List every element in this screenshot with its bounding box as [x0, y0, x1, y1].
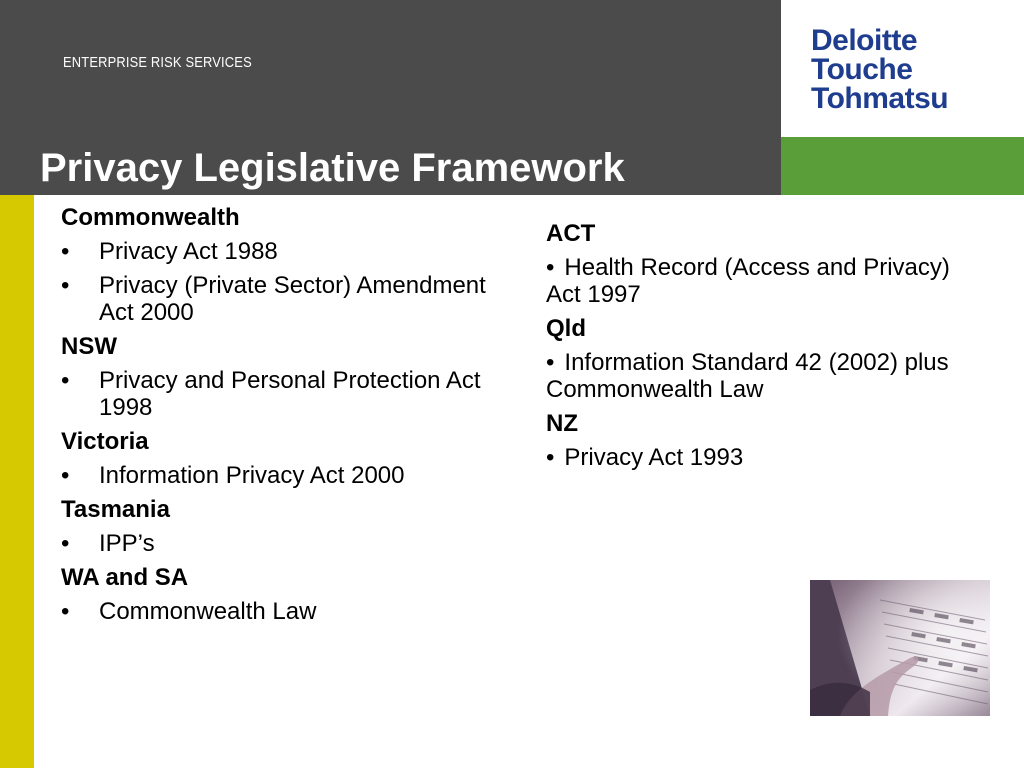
list-item [61, 530, 511, 557]
list-item-text: Privacy (Private Sector) Amendment Act 2000 [99, 272, 486, 326]
section-heading: NZ [546, 410, 578, 437]
list-item [61, 598, 511, 625]
list-item-text: Privacy and Personal Protection Act 1998 [99, 367, 481, 421]
green-accent-bar [781, 137, 1024, 195]
left-column [61, 204, 511, 632]
right-column [546, 220, 986, 478]
list-item [61, 272, 511, 326]
list-item [546, 349, 986, 403]
logo-line-2: Touche [811, 53, 913, 86]
bullet-icon: • [61, 238, 70, 265]
list-item-text: Privacy Act 1993 [564, 444, 744, 471]
division-label: ENTERPRISE RISK SERVICES [63, 54, 252, 71]
list-item-text: Privacy Act 1988 [99, 238, 278, 265]
section-heading: Commonwealth [61, 204, 240, 231]
section-heading: ACT [546, 220, 596, 247]
list-item-text: Health Record (Access and Privacy) Act 1997 [546, 254, 950, 308]
logo-line-1: Deloitte [811, 24, 918, 57]
list-item [546, 254, 986, 308]
company-logo [781, 0, 1024, 137]
bullet-icon: • [546, 444, 555, 471]
section-heading: Tasmania [61, 496, 170, 523]
section-heading: Qld [546, 315, 586, 342]
financial-report-photo [810, 580, 990, 716]
bullet-icon: • [546, 254, 555, 281]
list-item-text: IPP’s [99, 530, 155, 557]
bullet-icon: • [61, 530, 70, 557]
bullet-icon: • [61, 598, 70, 625]
header-band [0, 0, 781, 195]
list-item [61, 367, 511, 421]
report-photo-graphic [810, 580, 990, 716]
section-heading: WA and SA [61, 564, 189, 591]
yellow-side-bar [0, 195, 34, 768]
slide-title: Privacy Legislative Framework [40, 146, 625, 190]
bullet-icon: • [61, 272, 70, 299]
list-item [61, 462, 511, 489]
section-heading: NSW [61, 333, 117, 360]
bullet-icon: • [61, 367, 70, 394]
list-item [546, 444, 986, 471]
bullet-icon: • [546, 349, 555, 376]
section-heading: Victoria [61, 428, 149, 455]
list-item-text: Information Privacy Act 2000 [99, 462, 405, 489]
logo-line-3: Tohmatsu [811, 82, 949, 115]
bullet-icon: • [61, 462, 70, 489]
list-item-text: Information Standard 42 (2002) plus Commonwealth Law [546, 349, 949, 403]
list-item [61, 238, 511, 265]
list-item-text: Commonwealth Law [99, 598, 317, 625]
